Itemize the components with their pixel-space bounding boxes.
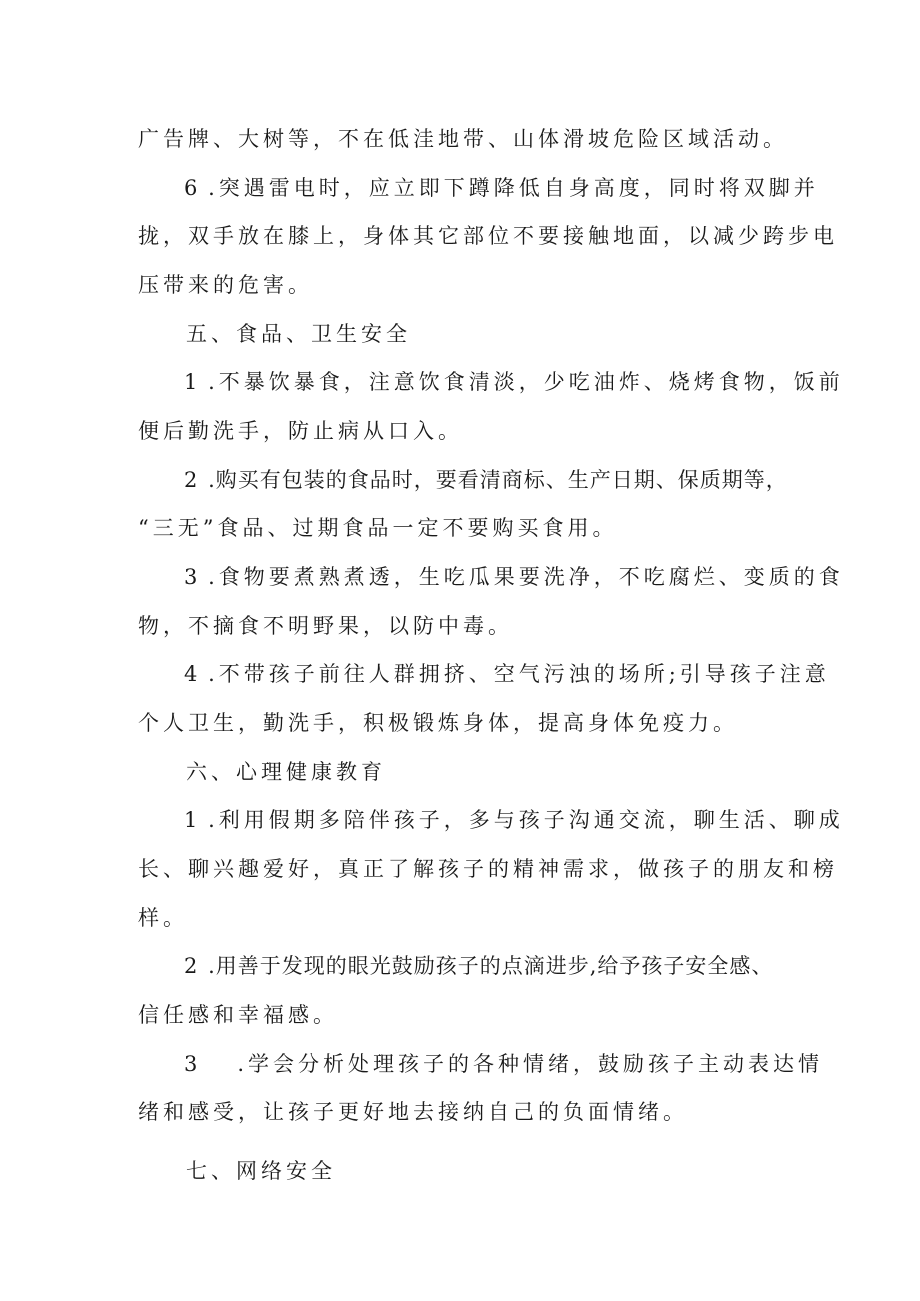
text: 便后勤洗手，防止病从口入。	[138, 419, 463, 443]
section-heading	[0, 757, 920, 787]
list-item-1	[0, 805, 920, 835]
list-item-3	[0, 1049, 920, 1079]
item-number: 3	[184, 565, 198, 589]
heading-text: 五、食品、卫生安全	[186, 322, 411, 346]
list-item-2	[0, 951, 920, 981]
text: .购买有包装的食品时，要看清商标、生产日期、保质期等，	[208, 468, 788, 492]
text-line	[0, 611, 920, 641]
text: .利用假期多陪伴孩子，多与孩子沟通交流，聊生活、聊成	[208, 808, 844, 832]
heading-text: 七、网络安全	[186, 1159, 336, 1183]
text: 广告牌、大树等，不在低洼地带、山体滑坡危险区域活动。	[138, 127, 788, 151]
item-number: 1	[184, 808, 198, 832]
text-line	[0, 1000, 920, 1030]
list-item-2	[0, 465, 920, 495]
text-line	[0, 1097, 920, 1127]
text-line	[0, 708, 920, 738]
item-number: 4	[184, 662, 198, 686]
section-heading	[0, 1156, 920, 1186]
text: 绪和感受，让孩子更好地去接纳自己的负面情绪。	[138, 1100, 688, 1124]
text-line	[0, 221, 920, 251]
text-line	[0, 124, 920, 154]
item-number: 1	[184, 370, 198, 394]
text-line	[0, 903, 920, 933]
text-line	[0, 854, 920, 884]
list-item-1	[0, 367, 920, 397]
item-number: 3	[184, 1052, 198, 1076]
text-line	[0, 270, 920, 300]
text: .不暴饮暴食，注意饮食清淡，少吃油炸、烧烤食物，饭前	[208, 370, 844, 394]
text: 长、聊兴趣爱好，真正了解孩子的精神需求，做孩子的朋友和榜	[138, 857, 838, 881]
text: .不带孩子前往人群拥挤、空气污浊的场所;引导孩子注意	[208, 662, 830, 686]
text: 个人卫生，勤洗手，积极锻炼身体，提高身体免疫力。	[138, 711, 738, 735]
text: 样。	[138, 906, 188, 930]
text-line	[0, 513, 920, 543]
list-item-6	[0, 173, 920, 203]
item-number: 2	[184, 468, 198, 492]
text: 信任感和幸福感。	[138, 1003, 338, 1027]
text: .突遇雷电时，应立即下蹲降低自身高度，同时将双脚并	[208, 176, 819, 200]
text: .学会分析处理孩子的各种情绪，鼓励孩子主动表达情	[237, 1052, 824, 1076]
text: .用善于发现的眼光鼓励孩子的点滴进步,给予孩子安全感、	[208, 954, 774, 978]
list-item-3	[0, 562, 920, 592]
heading-text: 六、心理健康教育	[186, 760, 386, 784]
text: 压带来的危害。	[138, 273, 313, 297]
text: 拢，双手放在膝上，身体其它部位不要接触地面，以减少跨步电	[138, 224, 838, 248]
item-number: 6	[184, 176, 198, 200]
item-number: 2	[184, 954, 198, 978]
list-item-4	[0, 659, 920, 689]
section-heading	[0, 319, 920, 349]
text-line	[0, 416, 920, 446]
text: .食物要煮熟煮透，生吃瓜果要洗净，不吃腐烂、变质的食	[208, 565, 844, 589]
text: “三无”食品、过期食品一定不要购买食用。	[138, 516, 618, 540]
text: 物，不摘食不明野果，以防中毒。	[138, 614, 513, 638]
